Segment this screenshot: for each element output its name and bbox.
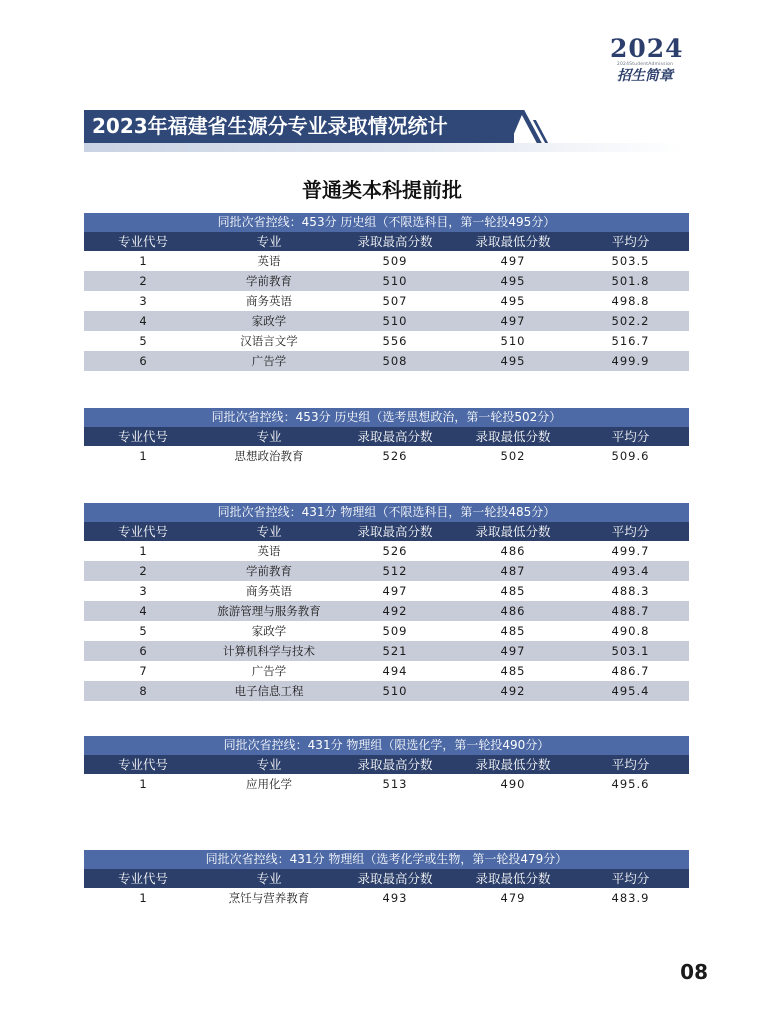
column-header: 专业代号 bbox=[117, 871, 168, 886]
column-headers bbox=[84, 427, 689, 446]
score-table bbox=[84, 736, 689, 794]
table-cell: 490 bbox=[500, 777, 526, 791]
table-cell: 广告学 bbox=[251, 664, 287, 678]
table-row bbox=[84, 601, 689, 621]
table-row bbox=[84, 251, 689, 271]
table-cell: 503.5 bbox=[611, 254, 650, 268]
table-cell: 502.2 bbox=[611, 314, 650, 328]
column-header: 录取最低分数 bbox=[475, 429, 551, 444]
column-header: 录取最低分数 bbox=[475, 871, 551, 886]
table-cell: 495 bbox=[500, 354, 526, 368]
table-cell: 510 bbox=[382, 274, 408, 288]
table-cell: 497 bbox=[500, 644, 526, 658]
table-header: 同批次省控线：453分 历史组（不限选科目，第一轮投495分） bbox=[84, 213, 689, 232]
table-cell: 2 bbox=[139, 274, 147, 288]
table-cell: 3 bbox=[139, 584, 147, 598]
table-cell: 521 bbox=[382, 644, 408, 658]
table-cell: 应用化学 bbox=[246, 777, 292, 791]
table-header: 同批次省控线：431分 物理组（不限选科目，第一轮投485分） bbox=[84, 503, 689, 522]
table-cell: 485 bbox=[500, 584, 526, 598]
table-row bbox=[84, 661, 689, 681]
table-cell: 492 bbox=[500, 684, 526, 698]
table-header: 同批次省控线：431分 物理组（选考化学或生物，第一轮投479分） bbox=[84, 850, 689, 869]
table-cell: 旅游管理与服务教育 bbox=[217, 604, 321, 618]
table-cell: 492 bbox=[382, 604, 408, 618]
table-cell: 499.7 bbox=[611, 544, 650, 558]
table-cell: 501.8 bbox=[611, 274, 650, 288]
column-header: 专业代号 bbox=[117, 524, 168, 539]
table-row bbox=[84, 888, 689, 908]
column-header: 录取最高分数 bbox=[357, 234, 433, 249]
table-cell: 497 bbox=[500, 254, 526, 268]
brand-year: 2024 bbox=[610, 34, 684, 63]
table-cell: 思想政治教育 bbox=[234, 449, 304, 463]
table-row bbox=[84, 351, 689, 371]
column-header: 平均分 bbox=[611, 429, 650, 444]
column-header: 专业代号 bbox=[117, 757, 168, 772]
column-header: 录取最高分数 bbox=[357, 757, 433, 772]
table-cell: 502 bbox=[500, 449, 526, 463]
table-cell: 513 bbox=[382, 777, 408, 791]
table-cell: 烹饪与营养教育 bbox=[228, 891, 310, 905]
table-cell: 485 bbox=[500, 664, 526, 678]
column-header: 录取最高分数 bbox=[357, 429, 433, 444]
table-cell: 507 bbox=[382, 294, 408, 308]
table-cell: 4 bbox=[139, 314, 147, 328]
table-cell: 488.3 bbox=[611, 584, 650, 598]
table-cell: 495.6 bbox=[611, 777, 650, 791]
table-cell: 486 bbox=[500, 544, 526, 558]
column-headers bbox=[84, 755, 689, 774]
table-cell: 5 bbox=[139, 624, 147, 638]
table-row bbox=[84, 621, 689, 641]
score-table bbox=[84, 408, 689, 466]
table-cell: 497 bbox=[382, 584, 408, 598]
table-header: 同批次省控线：431分 物理组（限选化学，第一轮投490分） bbox=[84, 736, 689, 755]
column-header: 录取最高分数 bbox=[357, 871, 433, 886]
table-cell: 509.6 bbox=[611, 449, 650, 463]
column-headers bbox=[84, 869, 689, 888]
table-cell: 3 bbox=[139, 294, 147, 308]
table-row bbox=[84, 641, 689, 661]
table-cell: 2 bbox=[139, 564, 147, 578]
table-cell: 512 bbox=[382, 564, 408, 578]
table-cell: 493.4 bbox=[611, 564, 650, 578]
score-table bbox=[84, 850, 689, 908]
table-row bbox=[84, 271, 689, 291]
table-cell: 526 bbox=[382, 544, 408, 558]
table-cell: 516.7 bbox=[611, 334, 650, 348]
table-cell: 510 bbox=[382, 684, 408, 698]
table-cell: 1 bbox=[139, 891, 147, 905]
table-cell: 479 bbox=[500, 891, 526, 905]
brand-logo bbox=[610, 34, 684, 84]
brand-title: 招生简章 bbox=[617, 68, 673, 84]
table-row bbox=[84, 774, 689, 794]
page-number: 08 bbox=[680, 960, 708, 984]
table-cell: 6 bbox=[139, 644, 147, 658]
table-cell: 电子信息工程 bbox=[234, 684, 304, 698]
table-cell: 493 bbox=[382, 891, 408, 905]
table-cell: 英语 bbox=[257, 544, 281, 558]
column-header: 专业 bbox=[256, 524, 282, 539]
table-row bbox=[84, 561, 689, 581]
column-header: 专业 bbox=[256, 757, 282, 772]
column-headers bbox=[84, 522, 689, 541]
table-cell: 486.7 bbox=[611, 664, 650, 678]
table-cell: 510 bbox=[500, 334, 526, 348]
table-cell: 485 bbox=[500, 624, 526, 638]
score-table bbox=[84, 503, 689, 701]
table-cell: 家政学 bbox=[251, 314, 287, 328]
column-header: 专业 bbox=[256, 429, 282, 444]
table-cell: 488.7 bbox=[611, 604, 650, 618]
table-cell: 1 bbox=[139, 544, 147, 558]
table-cell: 计算机科学与技术 bbox=[223, 644, 315, 658]
table-cell: 508 bbox=[382, 354, 408, 368]
table-cell: 486 bbox=[500, 604, 526, 618]
table-cell: 学前教育 bbox=[246, 274, 292, 288]
column-header: 录取最高分数 bbox=[357, 524, 433, 539]
table-cell: 510 bbox=[382, 314, 408, 328]
table-cell: 1 bbox=[139, 777, 147, 791]
table-row bbox=[84, 331, 689, 351]
table-cell: 学前教育 bbox=[246, 564, 292, 578]
section-title: 普通类本科提前批 bbox=[302, 178, 462, 202]
table-cell: 503.1 bbox=[611, 644, 650, 658]
table-row bbox=[84, 581, 689, 601]
column-header: 专业 bbox=[256, 871, 282, 886]
table-cell: 家政学 bbox=[251, 624, 287, 638]
table-row bbox=[84, 541, 689, 561]
column-header: 平均分 bbox=[611, 234, 650, 249]
table-cell: 495 bbox=[500, 294, 526, 308]
column-header: 录取最低分数 bbox=[475, 234, 551, 249]
table-cell: 509 bbox=[382, 254, 408, 268]
table-cell: 499.9 bbox=[611, 354, 650, 368]
column-header: 平均分 bbox=[611, 757, 650, 772]
score-table bbox=[84, 213, 689, 371]
column-headers bbox=[84, 232, 689, 251]
column-header: 专业代号 bbox=[117, 429, 168, 444]
table-cell: 商务英语 bbox=[246, 584, 292, 598]
table-cell: 487 bbox=[500, 564, 526, 578]
column-header: 录取最低分数 bbox=[475, 524, 551, 539]
table-cell: 483.9 bbox=[611, 891, 650, 905]
table-row bbox=[84, 291, 689, 311]
table-cell: 广告学 bbox=[251, 354, 287, 368]
table-cell: 6 bbox=[139, 354, 147, 368]
table-cell: 526 bbox=[382, 449, 408, 463]
table-cell: 495 bbox=[500, 274, 526, 288]
table-cell: 494 bbox=[382, 664, 408, 678]
table-row bbox=[84, 446, 689, 466]
table-row bbox=[84, 681, 689, 701]
column-header: 专业代号 bbox=[117, 234, 168, 249]
column-header: 平均分 bbox=[611, 871, 650, 886]
table-header: 同批次省控线：453分 历史组（选考思想政治，第一轮投502分） bbox=[84, 408, 689, 427]
table-cell: 汉语言文学 bbox=[240, 334, 298, 348]
table-cell: 490.8 bbox=[611, 624, 650, 638]
table-cell: 1 bbox=[139, 254, 147, 268]
table-cell: 509 bbox=[382, 624, 408, 638]
table-cell: 8 bbox=[139, 684, 147, 698]
section-banner bbox=[84, 110, 684, 152]
table-cell: 英语 bbox=[257, 254, 281, 268]
table-cell: 497 bbox=[500, 314, 526, 328]
table-cell: 5 bbox=[139, 334, 147, 348]
table-cell: 1 bbox=[139, 449, 147, 463]
banner-title: 2023年福建省生源分专业录取情况统计 bbox=[92, 114, 448, 138]
table-cell: 7 bbox=[139, 664, 147, 678]
table-row bbox=[84, 311, 689, 331]
table-cell: 495.4 bbox=[611, 684, 650, 698]
table-cell: 商务英语 bbox=[246, 294, 292, 308]
table-cell: 556 bbox=[382, 334, 408, 348]
column-header: 专业 bbox=[256, 234, 282, 249]
table-cell: 4 bbox=[139, 604, 147, 618]
brand-subtitle: 2024StudentAdmission bbox=[616, 62, 674, 67]
table-cell: 498.8 bbox=[611, 294, 650, 308]
column-header: 录取最低分数 bbox=[475, 757, 551, 772]
column-header: 平均分 bbox=[611, 524, 650, 539]
